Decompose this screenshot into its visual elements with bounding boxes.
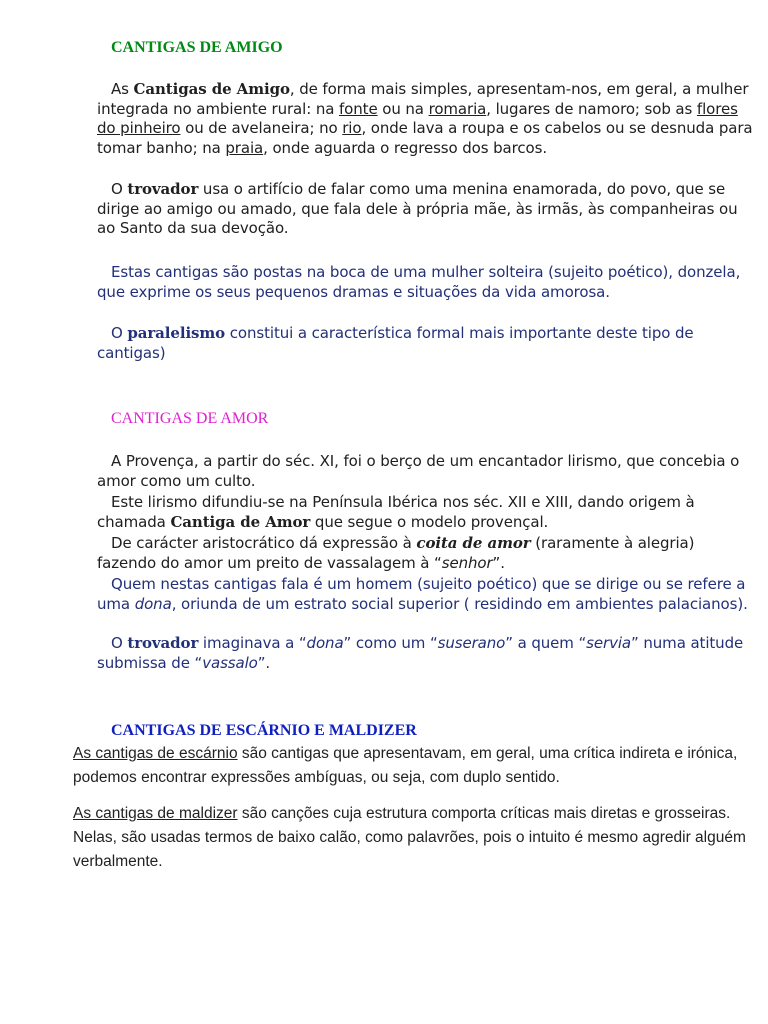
underlined-term: As cantigas de maldizer [73,805,238,822]
underlined-term: romaria [428,99,487,118]
heading-cantigas-de-amigo: CANTIGAS DE AMIGO [111,39,283,56]
text-run: Quem nestas cantigas fala é um homem (sujeito poético) que se dirige ou se refere a uma [97,575,746,613]
bold-term: paralelismo [127,324,226,342]
paragraph-amigo-paralelismo [97,324,757,363]
text-run: , oriunda de um estrato social superior ( residindo em ambientes palacianos). [171,594,748,613]
text-run: O [111,324,128,342]
text-run: (raramente à alegria) fazendo do amor um preito de vassalagem à “ [97,534,695,572]
paragraph-escarnio [73,742,753,790]
italic-term: servia [586,634,632,652]
underlined-term: rio [342,119,362,137]
bold-term: trovador [127,634,199,652]
bold-term: Cantiga de Amor [170,512,311,531]
paragraph-amigo-sujeito: Estas cantigas são postas na boca de uma mulher solteira (sujeito poético), donzela, que exprime os seus pequenos dramas e situações da vida amorosa. [97,263,741,301]
italic-term: senhor [441,553,493,572]
paragraph-amor-aristocratico [97,534,757,573]
bold-italic-term: coita de amor [416,534,531,552]
paragraph-amigo-trovador [97,180,757,239]
text-run: ”. [257,653,271,672]
italic-term: vassalo [202,653,258,672]
bold-term: Cantigas de Amigo [133,80,290,98]
paragraph-maldizer [73,802,753,874]
text-run: , de forma mais simples, apresentam-nos, em geral, a mulher integrada no ambiente rural: na [97,80,749,118]
text-run: constitui a característica formal mais importante deste tipo de cantigas) [97,324,694,362]
text-run: usa o artifício de falar como uma menina enamorada, do povo, que se dirige ao amigo ou amado, que fala dele à própria mãe, às irmãs, às companheiras ou ao Santo da sua devoção. [97,180,738,237]
text-run: ”. [492,553,505,572]
paragraph-amor-trovador [97,634,757,673]
paragraph-amor-lirismo [97,493,757,532]
underlined-term: As cantigas de escárnio [73,745,238,762]
text-run: , onde lava a roupa e os cabelos ou se desnuda para tomar banho; na [97,119,753,157]
bold-term: trovador [127,180,199,198]
text-run: são cantigas que apresentavam, em geral, uma crítica indireta e irónica, podemos encontrar expressões ambíguas, ou seja, com duplo sentido. [73,745,738,786]
paragraph-amor-sujeito [97,575,757,614]
text-run: que segue o modelo provençal. [310,512,549,531]
text-run: ou na [377,99,429,118]
text-run: ” como um “ [343,634,438,652]
underlined-term: praia [225,138,264,157]
paragraph-amor-provenca: A Provença, a partir do séc. XI, foi o berço de um encantador lirismo, que concebia o amor como um culto. [97,452,740,490]
italic-term: dona [134,594,172,613]
text-run: ou de avelaneira; no [180,119,343,137]
underlined-term: flores do pinheiro [97,99,738,137]
text-run: O [111,180,128,198]
text-run: ” a quem “ [505,634,587,652]
text-run: imaginava a “ [198,634,307,652]
underlined-term: fonte [339,99,378,118]
italic-term: dona [306,634,344,652]
text-run: As [111,80,134,98]
text-run: ” numa atitude submissa de “ [97,634,744,672]
text-run: , onde aguarda o regresso dos barcos. [263,138,547,157]
text-run: são canções cuja estrutura comporta críticas mais diretas e grosseiras. Nelas, são usadas termos de baixo calão, como palavrões, pois o intuito é mesmo agredir alguém verbalmente. [73,805,746,870]
heading-cantigas-de-escarnio: CANTIGAS DE ESCÁRNIO E MALDIZER [111,722,417,739]
text-run: Este lirismo difundiu-se na Península Ibérica nos séc. XII e XIII, dando origem à chamada [97,493,695,531]
text-run: , lugares de namoro; sob as [486,99,697,118]
text-run: O [111,634,128,652]
text-run: De carácter aristocrático dá expressão à [111,534,417,552]
paragraph-amigo-intro [97,80,757,158]
heading-cantigas-de-amor: CANTIGAS DE AMOR [111,410,269,427]
italic-term: suserano [437,634,506,652]
